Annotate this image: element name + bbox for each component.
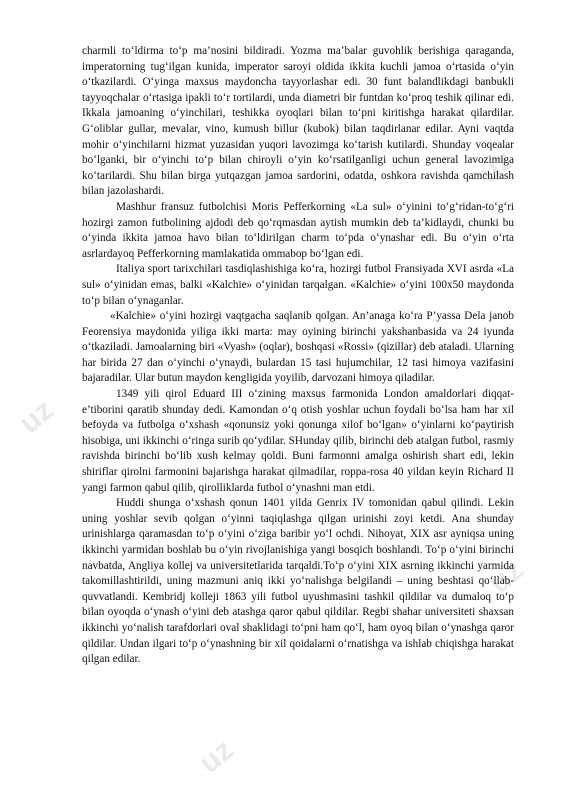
watermark: uz: [12, 393, 60, 440]
paragraph: «Kalchie» o‘yini hozirgi vaqtgacha saqlanib qolgan. An’anaga ko‘ra P’yassa Dela janob Feorensiya maydonida yiliga ikki marta: may oyining birinchi yakshanbasida va 24 iyunda o‘tkaziladi. Jamoalarning biri «Vyash» (oqlar), boshqasi «Rossi» (qizillar) deb ataladi. Ularning har birida 27 dan o‘yinchi o‘ynaydi, bulardan 15 tasi hujumchilar, 12 tasi himoya vazifasini bajaradilar. Ular butun maydon kengligida yoyilib, darvozani himoya qiladilar.: [82, 310, 514, 385]
watermark: uz: [192, 733, 240, 780]
paragraph: Mashhur fransuz futbolchisi Moris Pefferkorning «La sul» o‘yinini to‘g‘ridan-to‘g‘ri hozirgi zamon futbolining ajdodi deb qo‘rqmasdan aytish mumkin deb ta’kidlaydi, chunki bu o‘yinda ikkita jamoa havo bilan to‘ldirilgan charm to‘pda o‘ynashar edi. Bu o‘yin o‘rta asrlardayoq Pefferkorning mamlakatida ommabop bo‘lgan edi.: [82, 200, 514, 260]
document-body: [82, 44, 514, 668]
paragraph: Italiya sport tarixchilari tasdiqlashishiga ko‘ra, hozirgi futbol Fransiyada XVI asrda «La sul» o‘yinidan emas, balki «Kalchie» o‘yinidan tarqalgan. «Kalchie» o‘yini 100x50 maydonda to‘p bilan o‘ynaganlar.: [82, 263, 514, 307]
watermark: uz: [482, 553, 530, 600]
paragraph: charmli to‘ldirma to‘p ma’nosini bildiradi. Yozma ma’balar guvohlik berishiga qaraganda, imperatorning tug‘ilgan kunida, imperator saroyi oldida ikkita kuchli jamoa o‘rtasida o‘yin o‘tkazilardi. O‘yinga maxsus maydoncha tayyorlashar edi. 30 funt balandlikdagi banbukli tayyoqchalar o‘rtasiga ipakli to‘r tortilardi, unda diametri bir funtdan ko‘proq teshik qilinar edi. Ikkala jamoaning o‘yinchilari, teshikka oyoqlari bilan to‘pni kiritishga harakat qilardilar. G‘oliblar gullar, mevalar, vino, kumush billur (kubok) bilan taqdirlanar edilar. Ayni vaqtda mohir o‘yinchilarni hizmat yuzasidan yuqori lavozimga ko‘tarish kutilardi. Shunday voqealar bo‘lganki, bir o‘yinchi to‘p bilan chiroyli o‘yin ko‘rsatilganligi uchun general lavozimiga ko‘tarilardi. Shu bilan birga yutqazgan jamoa sardorini, odatda, oshkora ravishda qamchilash bilan jazolashardi.: [82, 45, 514, 198]
paragraph: Huddi shunga o‘xshash qonun 1401 yilda Genrix IV tomonidan qabul qilindi. Lekin uning yoshlar sevib qolgan o‘yinni taqiqlashga qilgan urinishi zoyi ketdi. Ana shunday urinishlarga qaramasdan to‘p o‘yini o‘ziga baribir yo‘l ochdi. Nihoyat, XIX asr ayniqsa uning ikkinchi yarmidan boshlab bu o‘yin rivojlanishiga yangi bosqich boshlandi. To‘p o‘yini birinchi navbatda, Angliya kollej va universitetlarida tarqaldi.To‘p o‘yini XIX asrning ikkinchi yarmida takomillashtirildi, uning mazmuni aniq ikki yo‘nalishga belgilandi – uning beshtasi qo‘llab-quvvatlandi. Kembridj kolleji 1863 yili futbol uyushmasini tashkil qildilar va dumaloq to‘p bilan oyoqda o‘ynash o‘yini deb atashga qaror qabul qildilar. Regbi shahar universiteti shaxsan ikkinchi yo‘nalish tarafdorlari oval shaklidagi to‘pni ham qo‘l, ham oyoq bilan o‘ynashga qaror qildilar. Undan ilgari to‘p o‘ynashning bir xil qoidalarni o‘rnatishga va ishlab chiqishga harakat qilgan edilar.: [82, 497, 514, 666]
paragraph: 1349 yili qirol Eduard III o‘zining maxsus farmonida London amaldorlari diqqat-e’tiborini qaratib shunday dedi. Kamondan o‘q otish yoshlar uchun foydali bo‘lsa ham har xil befoyda va futbolga o‘xshash «qonunsiz yoki qonunga xilof bo‘lgan» o‘yinlarni ko‘paytirish hisobiga, uni ikkinchi o‘ringa surib qo‘ydilar. SHunday qilib, birinchi deb atalgan futbol, rasmiy ravishda birinchi bo‘lib xush kelmay qoldi. Buni farmonni amalga oshirish shart edi, lekin shiriflar qirolni farmonini bajarishga harakat qilmadilar, roppa-rosa 40 yildan keyin Richard II yangi farmon qabul qilib, qirolliklarda futbol o‘ynashni man etdi.: [82, 388, 514, 494]
watermark: uz: [472, 143, 520, 190]
